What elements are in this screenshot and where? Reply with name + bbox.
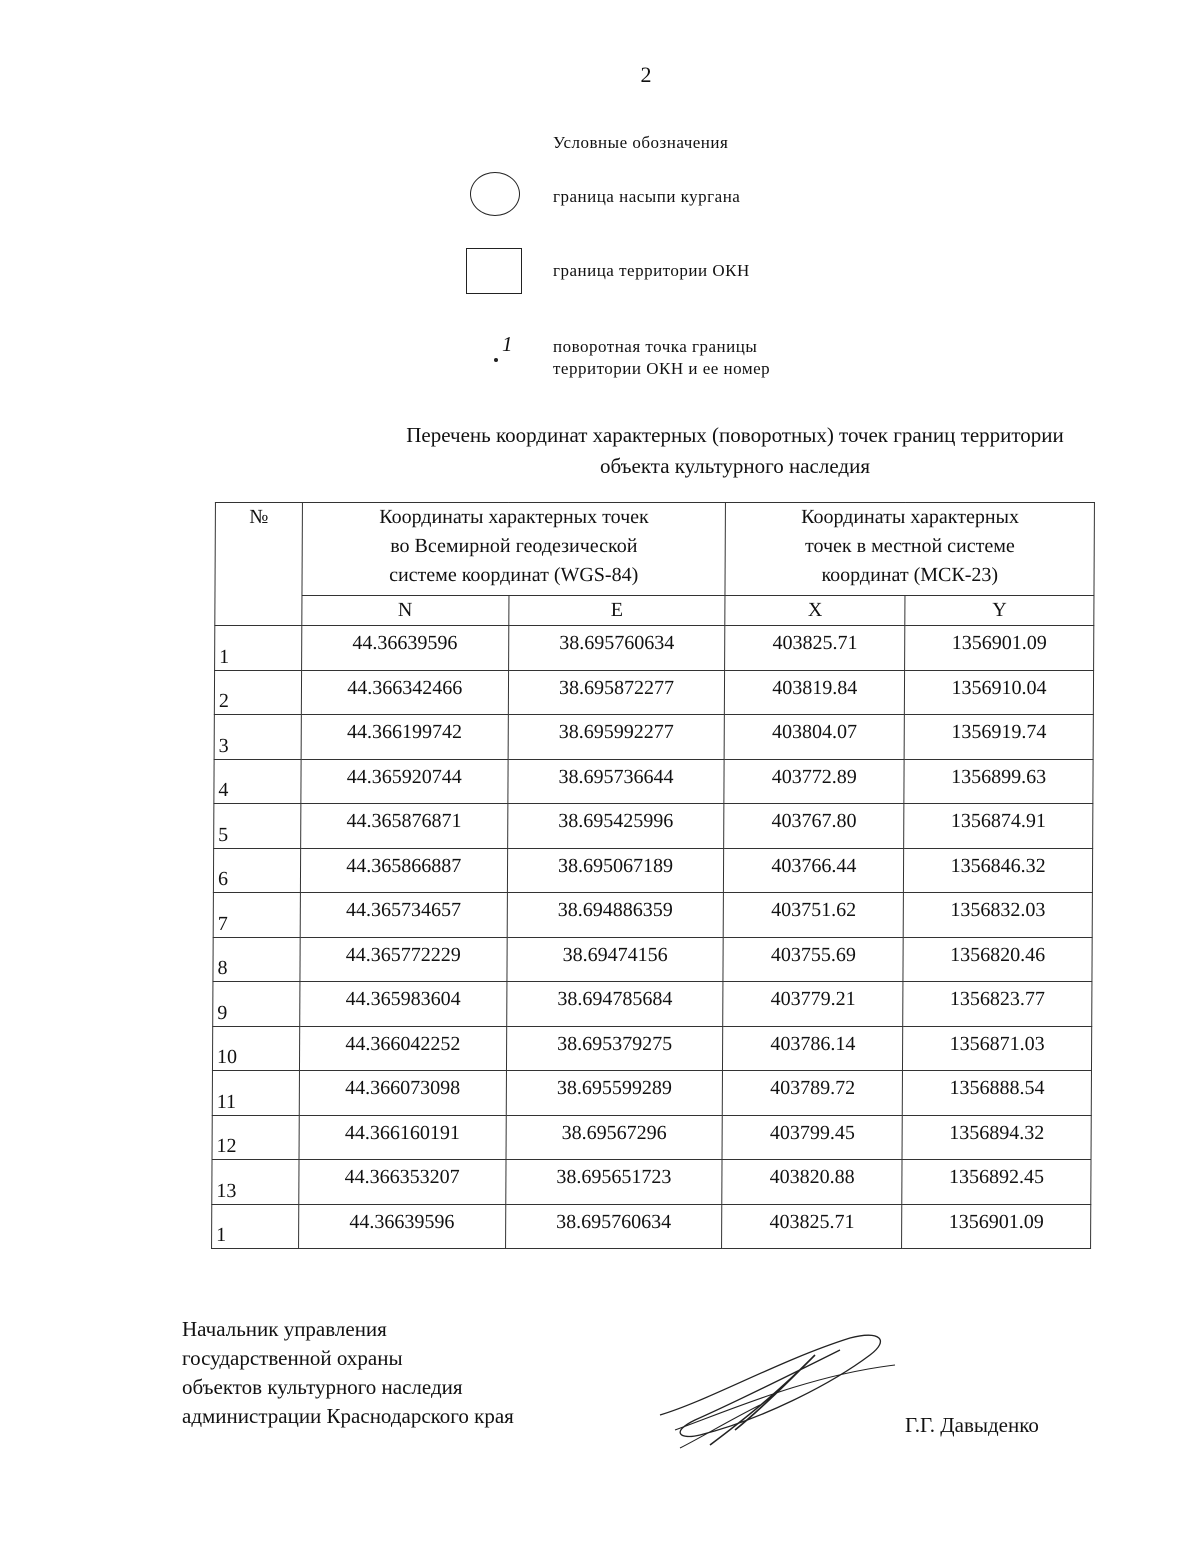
longitude-e-cell: 38.695760634 [505, 1204, 722, 1249]
header-line: системе координат (WGS-84) [389, 564, 639, 586]
header-line: во Всемирной геодезической [390, 535, 638, 557]
signatory-position-line: государственной охраны [182, 1346, 403, 1370]
point-number-cell: 13 [212, 1160, 299, 1205]
point-number-cell: 1 [212, 1204, 299, 1249]
header-line: Координаты характерных [801, 506, 1020, 528]
signatory-position-line: Начальник управления [182, 1317, 387, 1341]
latitude-n-cell: 44.366342466 [301, 670, 508, 715]
point-number-cell: 1 [215, 626, 302, 671]
local-x-cell: 403825.71 [722, 1204, 902, 1249]
latitude-n-cell: 44.365983604 [300, 982, 507, 1027]
longitude-e-cell: 38.695736644 [508, 759, 725, 804]
local-x-cell: 403767.80 [724, 804, 904, 849]
legend-item-label [553, 336, 770, 380]
legend-title: Условные обозначения [553, 133, 729, 152]
header-x: X [725, 596, 905, 626]
latitude-n-cell: 44.366042252 [299, 1026, 506, 1071]
header-line: Координаты характерных точек [379, 506, 649, 528]
signatory-position-line: объектов культурного наследия [182, 1375, 463, 1399]
local-y-cell: 1356919.74 [904, 715, 1093, 760]
latitude-n-cell: 44.366160191 [299, 1115, 506, 1160]
table-row [215, 626, 1094, 671]
table-row [212, 1115, 1091, 1160]
table-row [213, 937, 1092, 982]
header-msk23 [725, 503, 1094, 596]
longitude-e-cell: 38.695067189 [507, 848, 724, 893]
table-row [213, 893, 1092, 938]
mound-boundary-circle-icon [470, 172, 520, 216]
longitude-e-cell: 38.695651723 [505, 1160, 722, 1205]
local-x-cell: 403751.62 [724, 893, 904, 938]
table-row [212, 1071, 1091, 1116]
latitude-n-cell: 44.366353207 [299, 1160, 506, 1205]
latitude-n-cell: 44.36639596 [298, 1204, 505, 1249]
latitude-n-cell: 44.365920744 [301, 759, 508, 804]
table-title-line: Перечень координат характерных (поворотных) точек границ территории [406, 423, 1064, 447]
table-row [214, 715, 1093, 760]
local-x-cell: 403786.14 [723, 1026, 903, 1071]
point-number-cell: 10 [212, 1026, 299, 1071]
table-row [214, 804, 1093, 849]
signatory-position [182, 1315, 514, 1431]
local-y-cell: 1356901.09 [902, 1204, 1091, 1249]
point-number-cell: 8 [213, 937, 300, 982]
longitude-e-cell: 38.695872277 [508, 670, 725, 715]
local-x-cell: 403804.07 [725, 715, 905, 760]
legend-item-label-line: территории ОКН и ее номер [553, 359, 771, 378]
point-number-cell: 2 [214, 670, 301, 715]
longitude-e-cell: 38.695425996 [507, 804, 724, 849]
header-e: E [508, 596, 725, 626]
point-number-cell: 9 [213, 982, 300, 1027]
header-wgs84 [302, 503, 726, 596]
table-title [200, 420, 1200, 482]
legend-item-label: граница территории ОКН [553, 261, 750, 280]
handwritten-signature-icon [640, 1320, 910, 1460]
table-body [212, 626, 1094, 1249]
table-row [212, 1160, 1091, 1205]
local-y-cell: 1356894.32 [902, 1115, 1091, 1160]
signatory-position-line: администрации Краснодарского края [182, 1404, 514, 1428]
latitude-n-cell: 44.366073098 [299, 1071, 506, 1116]
header-y: Y [905, 596, 1094, 626]
local-x-cell: 403819.84 [725, 670, 905, 715]
header-line: точек в местной системе [805, 535, 1015, 557]
local-x-cell: 403789.72 [723, 1071, 903, 1116]
local-y-cell: 1356910.04 [905, 670, 1094, 715]
local-x-cell: 403772.89 [724, 759, 904, 804]
local-x-cell: 403820.88 [722, 1160, 902, 1205]
local-x-cell: 403779.21 [723, 982, 903, 1027]
table-row [213, 848, 1092, 893]
latitude-n-cell: 44.365734657 [300, 893, 507, 938]
longitude-e-cell: 38.695599289 [506, 1071, 723, 1116]
signatory-name: Г.Г. Давыденко [905, 1413, 1039, 1437]
longitude-e-cell: 38.695992277 [508, 715, 725, 760]
local-x-cell: 403755.69 [723, 937, 903, 982]
local-y-cell: 1356888.54 [902, 1071, 1091, 1116]
local-y-cell: 1356899.63 [904, 759, 1093, 804]
local-y-cell: 1356901.09 [905, 626, 1094, 671]
point-number-cell: 7 [213, 893, 300, 938]
table-title-line: объекта культурного наследия [600, 454, 870, 478]
longitude-e-cell: 38.69567296 [506, 1115, 723, 1160]
point-number-cell: 6 [213, 848, 300, 893]
point-number-cell: 5 [214, 804, 301, 849]
point-number-cell: 4 [214, 759, 301, 804]
legend-item-label: граница насыпи кургана [553, 187, 741, 206]
header-number: № [215, 503, 303, 626]
table-row [212, 1204, 1091, 1249]
local-x-cell: 403799.45 [722, 1115, 902, 1160]
latitude-n-cell: 44.36639596 [301, 626, 508, 671]
latitude-n-cell: 44.366199742 [301, 715, 508, 760]
point-number-cell: 12 [212, 1115, 299, 1160]
local-y-cell: 1356846.32 [904, 848, 1093, 893]
table-row [212, 1026, 1091, 1071]
local-y-cell: 1356820.46 [903, 937, 1092, 982]
page-number: 2 [640, 62, 652, 87]
longitude-e-cell: 38.694886359 [507, 893, 724, 938]
point-number-cell: 3 [214, 715, 301, 760]
local-x-cell: 403825.71 [725, 626, 905, 671]
longitude-e-cell: 38.694785684 [506, 982, 723, 1027]
longitude-e-cell: 38.695379275 [506, 1026, 723, 1071]
local-y-cell: 1356874.91 [904, 804, 1093, 849]
longitude-e-cell: 38.695760634 [508, 626, 725, 671]
header-line: координат (МСК-23) [821, 564, 999, 586]
table-row [214, 670, 1093, 715]
local-y-cell: 1356892.45 [902, 1160, 1091, 1205]
point-number-cell: 11 [212, 1071, 299, 1116]
latitude-n-cell: 44.365866887 [300, 848, 507, 893]
legend-item-label-line: поворотная точка границы [553, 337, 758, 356]
local-y-cell: 1356823.77 [903, 982, 1092, 1027]
longitude-e-cell: 38.69474156 [507, 937, 724, 982]
turning-point-dot-icon [494, 358, 498, 362]
coordinates-table [211, 502, 1095, 1249]
header-n: N [302, 596, 509, 626]
territory-boundary-square-icon [466, 248, 522, 294]
latitude-n-cell: 44.365772229 [300, 937, 507, 982]
local-y-cell: 1356832.03 [903, 893, 1092, 938]
turning-point-number: 1 [502, 332, 513, 356]
table-row [214, 759, 1093, 804]
latitude-n-cell: 44.365876871 [301, 804, 508, 849]
local-y-cell: 1356871.03 [903, 1026, 1092, 1071]
table-row [213, 982, 1092, 1027]
local-x-cell: 403766.44 [724, 848, 904, 893]
